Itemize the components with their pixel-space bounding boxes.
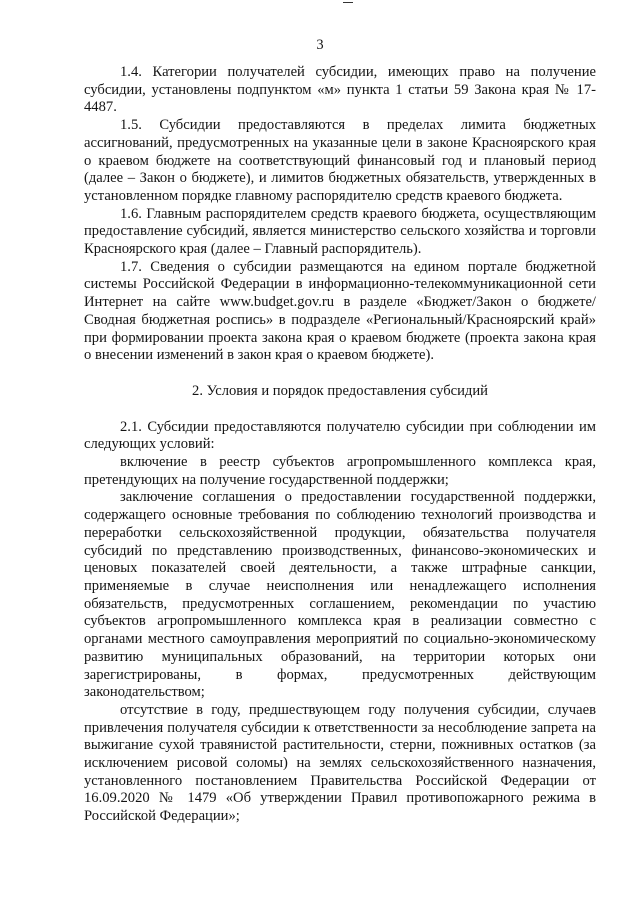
paragraph-2-1: 2.1. Субсидии предоставляются получателю субсидии при соблюдении им следующих условий: (84, 418, 596, 453)
scan-mark (343, 2, 353, 3)
paragraph-1-7: 1.7. Сведения о субсидии размещаются на едином портале бюджетной системы Российской Федерации в информационно-телекоммуникационной сети Интернет на сайте www.budget.gov.ru в разделе «Бюджет/Закон о бюджете/Сводная бюджетная роспись» в подразделе «Региональный/Красноярский край» при формировании проекта закона края о краевом бюджете (проекта закона края о внесении изменений в закон края о краевом бюджете). (84, 258, 596, 364)
section-heading: 2. Условия и порядок предоставления субсидий (192, 382, 488, 399)
condition-no-burning: отсутствие в году, предшествующем году получения субсидии, случаев привлечения получателя субсидии к ответственности за несоблюдение запрета на выжигание сухой травянистой растительности, стерни, пожнивных остатков (за исключением рисовой соломы) на землях сельскохозяйственного назначения, установленного постановлением Правительства Российской Федерации от 16.09.2020 № 1479 «Об утверждении Правил противопожарного режима в Российской Федерации»; (84, 701, 596, 825)
condition-agreement: заключение соглашения о предоставлении государственной поддержки, содержащего основные требования по соблюдению технологий производства и переработки сельскохозяйственной продукции, обязательства получателя субсидий по представлению производственных, финансово-экономических и ценовых показателей своей деятельности, а также штрафные санкции, применяемые в случае неисполнения или ненадлежащего исполнения обязательств, предусмотренных соглашением, рекомендации по участию субъектов агропромышленного комплекса края в реализации совместно с органами местного самоуправления мероприятий по социально-экономическому развитию муниципальных образований, на территории которых они зарегистрированы, в формах, предусмотренных действующим законодательством; (84, 489, 596, 701)
page-number: 3 (316, 37, 324, 53)
paragraph-1-4: 1.4. Категории получателей субсидии, имеющих право на получение субсидии, установлены подпунктом «м» пункта 1 статьи 59 Закона края № 17-4487. (84, 64, 596, 116)
document-body (84, 64, 596, 826)
paragraph-1-6: 1.6. Главным распорядителем средств краевого бюджета, осуществляющим предоставление субсидий, является министерство сельского хозяйства и торговли Красноярского края (далее – Главный распорядитель). (84, 205, 596, 258)
paragraph-1-5: 1.5. Субсидии предоставляются в пределах лимита бюджетных ассигнований, предусмотренных на указанные цели в законе Красноярского края о краевом бюджете на соответствующий финансовый год и плановый период (далее – Закон о бюджете), и лимитов бюджетных обязательств, утвержденных в установленном порядке главному распорядителю средств краевого бюджета. (84, 117, 596, 204)
condition-registry: включение в реестр субъектов агропромышленного комплекса края, претендующих на получение государственной поддержки; (84, 454, 596, 488)
